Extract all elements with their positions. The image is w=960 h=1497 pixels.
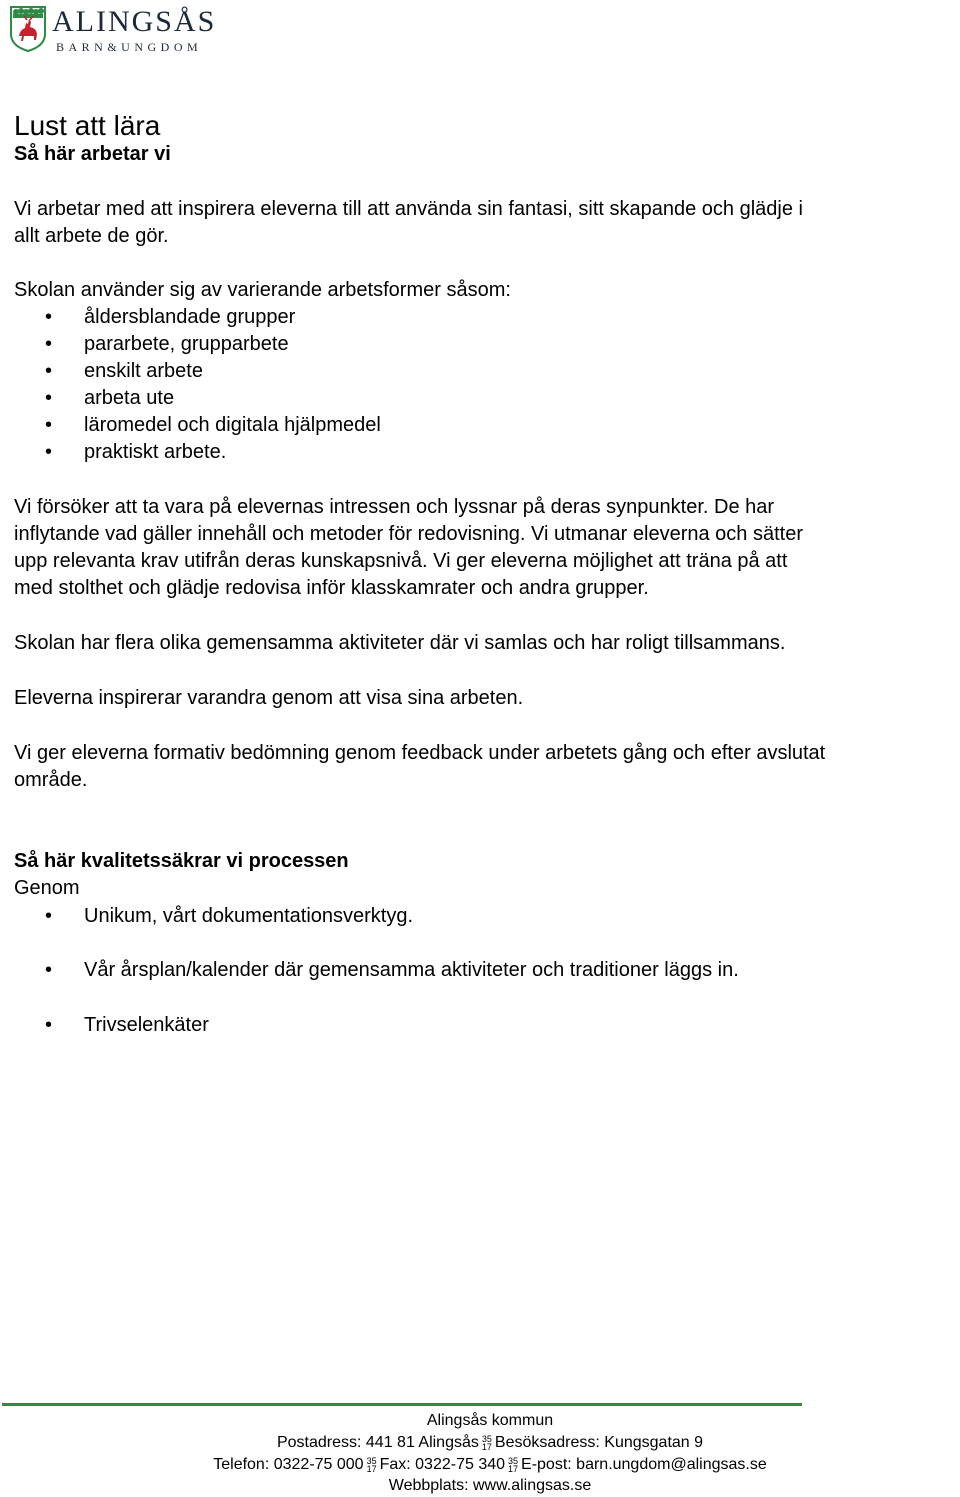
list-item-text: Vår årsplan/kalender där gemensamma aktiviteter och traditioner läggs in. <box>84 959 739 981</box>
alingsas-logo <box>10 6 216 54</box>
bullet-icon: • <box>45 360 53 382</box>
paragraph-line: Vi försöker att ta vara på elevernas intressen och lyssnar på deras synpunkter. De har <box>14 496 775 518</box>
footer-web: Webbplats: www.alingsas.se <box>388 1477 592 1494</box>
logo-wordmark: ALINGSÅS <box>52 5 217 38</box>
list-intro: Genom <box>14 877 80 899</box>
bullet-icon: • <box>45 1014 53 1036</box>
bullet-icon: • <box>45 441 53 463</box>
bullet-icon: • <box>45 387 53 409</box>
coat-of-arms-icon <box>10 6 46 52</box>
list-item-text: åldersblandade grupper <box>84 306 296 328</box>
bullet-icon: • <box>45 959 53 981</box>
bullet-icon: • <box>45 333 53 355</box>
paragraph-line: inflytande vad gäller innehåll och metoder för redovisning. Vi utmanar eleverna och sätter <box>14 523 803 545</box>
paragraph: Skolan har flera olika gemensamma aktiviteter där vi samlas och har roligt tillsammans. <box>14 632 786 654</box>
bullet-icon: • <box>45 414 53 436</box>
list-item-text: läromedel och digitala hjälpmedel <box>84 414 381 436</box>
footer-email: E-post: barn.ungdom@alingsas.se <box>521 1456 767 1473</box>
list-item-text: Trivselenkäter <box>84 1014 209 1036</box>
section-heading-quality: Så här kvalitetssäkrar vi processen <box>14 850 349 872</box>
footer-contact-line <box>0 1455 960 1475</box>
paragraph-line: Vi ger eleverna formativ bedömning genom feedback under arbetets gång och efter avslutat <box>14 742 826 764</box>
footer-org: Alingsås kommun <box>426 1412 554 1429</box>
paragraph: Eleverna inspirerar varandra genom att visa sina arbeten. <box>14 687 524 709</box>
footer-fax: Fax: 0322-75 340 <box>379 1456 506 1473</box>
footer-visit: Besöksadress: Kungsgatan 9 <box>494 1434 704 1451</box>
list-item-text: pararbete, grupparbete <box>84 333 289 355</box>
footer-divider <box>2 1403 802 1406</box>
paragraph-line: område. <box>14 769 88 791</box>
list-item-text: enskilt arbete <box>84 360 203 382</box>
bullet-icon: • <box>45 306 53 328</box>
logo-subtitle: BARN&UNGDOM <box>56 40 203 54</box>
footer-phone: Telefon: 0322-75 000 <box>213 1456 364 1473</box>
footer-address-line <box>0 1433 960 1453</box>
separator-icon: 35 17 <box>481 1433 492 1452</box>
list-item-text: arbeta ute <box>84 387 175 409</box>
list-intro: Skolan använder sig av varierande arbetsformer såsom: <box>14 279 511 301</box>
page-title: Lust att lära <box>14 110 161 141</box>
paragraph-line: Vi arbetar med att inspirera eleverna till att använda sin fantasi, sitt skapande och glädje i <box>14 198 803 220</box>
separator-icon: 35 17 <box>508 1455 519 1474</box>
separator-icon: 35 17 <box>366 1455 377 1474</box>
list-item-text: Unikum, vårt dokumentationsverktyg. <box>84 905 414 927</box>
bullet-icon: • <box>45 905 53 927</box>
paragraph-line: med stolthet och glädje redovisa inför klasskamrater och andra grupper. <box>14 577 649 599</box>
paragraph-line: allt arbete de gör. <box>14 225 169 247</box>
list-item-text: praktiskt arbete. <box>84 441 227 463</box>
paragraph-line: upp relevanta krav utifrån deras kunskapsnivå. Vi ger eleverna möjlighet att träna på att <box>14 550 788 572</box>
footer-postal: Postadress: 441 81 Alingsås <box>276 1434 479 1451</box>
section-heading-work: Så här arbetar vi <box>14 143 171 165</box>
